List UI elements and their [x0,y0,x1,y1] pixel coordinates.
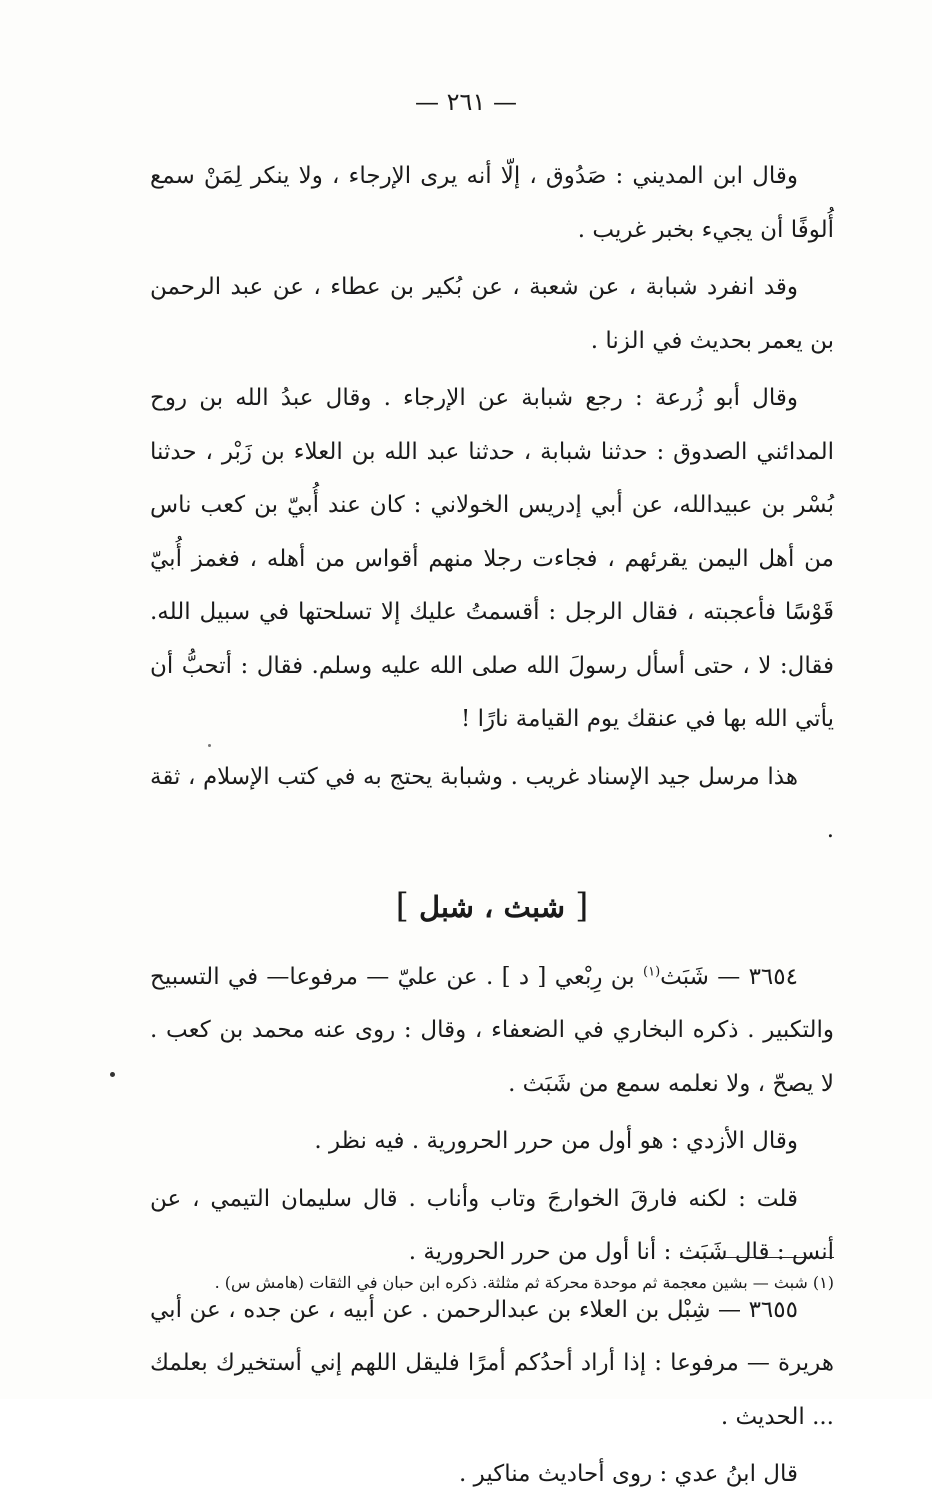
heading-open-bracket: [ [575,885,589,926]
entry-3654 [150,951,834,1112]
paragraph-ibn-adi: قال ابنُ عدي : روى أحاديث مناكير . [459,1461,798,1487]
paragraph-azdi: وقال الأزدي : هو أول من حرر الحرورية . فيه نظر . [314,1128,798,1154]
paragraph-qultu: قلت : لكنه فارقَ الخوارجَ وتاب وأناب . قال سليمان التيمي ، عن أنس : قال شَبَث : أنا أول من حرر الحرورية . [150,1185,834,1265]
footnote: (١) شبث — بشين معجمة ثم موحدة محركة ثم مثلثة. ذكره ابن حبان في الثقات (هامش س) . [214,1273,834,1292]
entry-3654-text: بن رِبْعي [ د ] . عن عليّ — مرفوعا— في التسبيح والتكبير . ذكره البخاري في الضعفاء ، وقال : روى عنه محمد بن كعب . لا يصحّ ، ولا نعلمه سمع من شَبَث . [150,963,834,1097]
ink-speck [208,744,211,747]
page-number: — ٢٦١ — [415,88,517,116]
ink-speck [110,1072,115,1077]
section-heading [150,876,834,937]
paragraph-abu-zura-narration: وقال أبو زُرعة : رجع شبابة عن الإرجاء . وقال عبدُ الله بن روح المدائني الصدوق : حدثنا شبابة ، حدثنا عبد الله بن العلاء بن زَبْر ، حدثنا بُسْر بن عبيدالله، عن أبي إدريس الخولاني : كان عند أُبيّ بن كعب ناس من أهل اليمن يقرئهم ، فجاءت رجلا منهم أقواس من أهله ، فغمز أُبيّ قَوْسًا فأعجبته ، فقال الرجل : أقسمتُ عليك إلا تسلحتها في سبيل الله. فقال: لا ، حتى أسأل رسولَ الله صلى الله عليه وسلم. فقال : أتحبُّ أن يأتي الله بها في عنقك يوم القيامة نارًا ! [150,385,834,732]
footnote-marker: (١) [643,963,661,979]
footnote-divider [680,1257,834,1258]
paragraph-shababa-hadith: وقد انفرد شبابة ، عن شعبة ، عن بُكير بن عطاء ، عن عبد الرحمن بن يعمر بحديث في الزنا . [150,274,834,354]
entry-3655: ٣٦٥٥ — شِبْل بن العلاء بن عبدالرحمن . عن أبيه ، عن جده ، عن أبي هريرة — مرفوعا : إذا أراد أحدُكم أمرًا فليقل اللهم إني أستخيرك بعلمك ... الحديث . [150,1296,834,1430]
paragraph-isnad-grading: هذا مرسل جيد الإسناد غريب . وشبابة يحتج به في كتب الإسلام ، ثقة . [150,763,834,843]
heading-close-bracket: ] [395,885,409,926]
entry-3654-lead: ٣٦٥٤ — شَبَث [660,963,798,990]
paragraph-ibn-al-madini: وقال ابن المديني : صَدُوق ، إلّا أنه يرى الإرجاء ، ولا ينكر لِمَنْ سمع أُلوفًا أن يجيء بخبر غريب . [150,163,834,243]
heading-title: شبث ، شبل [418,889,566,924]
page-body [150,150,834,1506]
